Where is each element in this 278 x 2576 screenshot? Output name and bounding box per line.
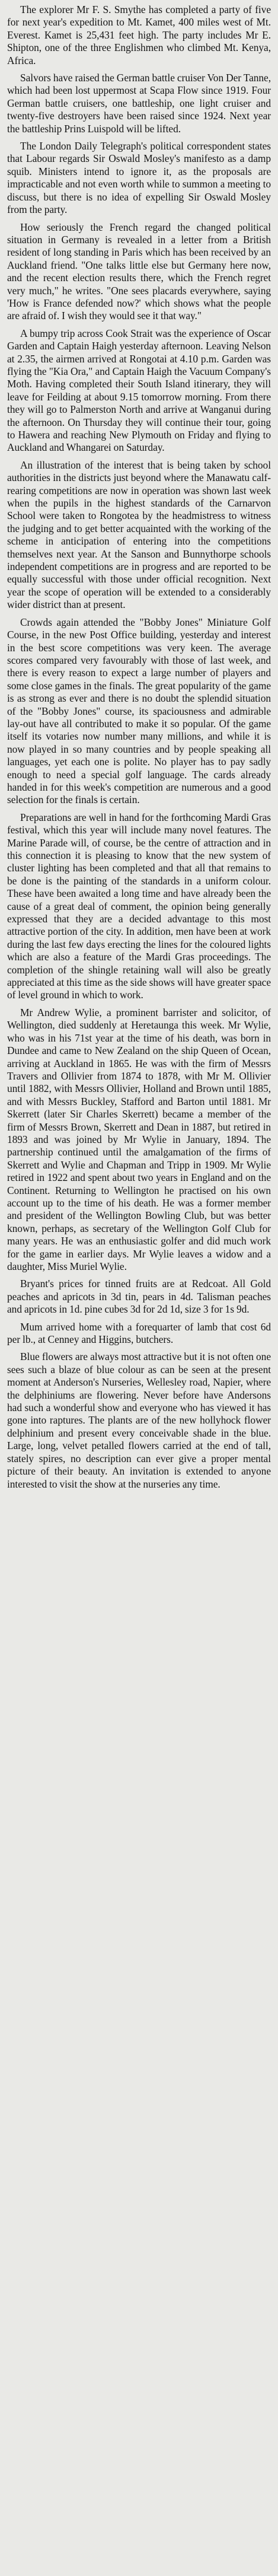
- paragraph-andrew-wylie-obituary: Mr Andrew Wylie, a prominent barrister and solicitor, of Wellington, died suddenly at Heretaunga this week. Mr Wylie, who was in his 71st year at the time of his death, was born in Dundee and came to New Zealand on the ship Queen of Ocean, arriving at Auckland in 1865. He was with the firm of Messrs Travers and Ollivier from 1874 to 1878, with Mr M. Ollivier until 1882, with Messrs Ollivier, Holland and Brown until 1885, and with Messrs Buckley, Stafford and Barton until 1881. Mr Skerrett (later Sir Charles Skerrett) became a member of the firm of Messrs Brown, Skerrett and Dean in 1887, but retired in 1893 and was joined by Mr Wylie in January, 1894. The partnership continued until the amalgamation of the firms of Skerrett and Wylie and Chapman and Tripp in 1909. Mr Wylie retired in 1922 and spent about two years in England and on the Continent. Returning to Wellington he practised on his own account up to the time of his death. He was a former member and president of the Wellington Bowling Club, but was better known, perhaps, as secretary of the Wellington Golf Club for many years. He was an enthusiastic golfer and did much work for the game in earlier days. Mr Wylie leaves a widow and a daughter, Miss Muriel Wylie.: [7, 1006, 271, 1272]
- paragraph-smythe-expedition: The explorer Mr F. S. Smythe has completed a party of five for next year's expedition to Mt. Kamet, 400 miles west of Mt. Everest. Kamet is 25,431 feet high. The party includes Mr E. Shipton, one of the three Englishmen who climbed Mt. Kenya, Africa.: [7, 4, 271, 66]
- paragraph-calf-rearing-schools: An illustration of the interest that is being taken by school authorities in the districts just beyond where the Manawatu calf-rearing competitions are now in operation was shown last week when the pupils in the highest standards of the Carnarvon School were taken to Rongotea by the headmistress to witness the judging and to get better acquainted with the working of the scheme in anticipation of entering into the competitions themselves next year. At the Sanson and Bunnythorpe schools independent competitions are in progress and are reported to be equally successful with those under official recognition. Next year the scope of operation will be extended to a considerably wider district than at present.: [7, 458, 271, 611]
- paragraph-cook-strait-flight: A bumpy trip across Cook Strait was the experience of Oscar Garden and Captain Haigh yesterday afternoon. Leaving Nelson at 2.35, the airmen arrived at Rongotai at 4.10 p.m. Garden was flying the "Kia Ora," and Captain Haigh the Vacuum Company's Moth. Having completed their South Island itinerary, they will leave for Feilding at about 9.15 tomorrow morning. From there they will go to Palmerston North and arrive at Wanganui during the afternoon. On Thursday they will continue their tour, going to Hawera and reaching New Plymouth on Friday and flying to Auckland and Whangarei on Saturday.: [7, 327, 271, 454]
- paragraph-mardi-gras: Preparations are well in hand for the forthcoming Mardi Gras festival, which this year will include many novel features. The Marine Parade will, of course, be the centre of attraction and in this connection it is pleasing to know that the new system of cluster lighting has been completed and that all that remains to be done is the painting of the standards in a uniform colour. These have been awaited a long time and have already been the cause of a great deal of comment, the opinion being generally expressed that they are a decided advantage to this most attractive portion of the city. In addition, men have been at work during the last few days erecting the lines for the coloured lights which are also a feature of the Mardi Gras proceedings. The completion of the shingle retaining wall will also be greatly appreciated at this time as the side shows will have greater space of level ground in which to work.: [7, 811, 271, 1001]
- paragraph-delphinium-nursery: Blue flowers are always most attractive but it is not often one sees such a blaze of blue colour as can be seen at the present moment at Anderson's Nurseries, Wellesley road, Napier, where the delphiniums are flowering. Never before have Andersons had such a wonderful show and everyone who has viewed it has gone into raptures. The plants are of the new hollyhock flower delphinium and present every conceivable shade in the blue. Large, long, velvet petalled flowers carried at the end of tall, stately spires, no description can ever give a proper mental picture of their beauty. An invitation is extended to anyone interested to visit the show at the nurseries any time.: [7, 1351, 271, 1490]
- paragraph-german-cruiser-salvage: Salvors have raised the German battle cruiser Von Der Tanne, which had been lost uppermost at Scapa Flow since 1919. Four German battle cruisers, one battleship, one light cruiser and twenty-five destroyers have been raised since 1924. Next year the battleship Prins Luispold will be lifted.: [7, 72, 271, 135]
- paragraph-bryant-tinned-fruits: Bryant's prices for tinned fruits are at Redcoat. All Gold peaches and apricots in 3d tin, pears in 4d. Talisman peaches and apricots in 1d. pine cubes 3d for 2d 1d, size 3 for 1s 9d.: [7, 1278, 271, 1316]
- paragraph-mosley-manifesto: The London Daily Telegraph's political correspondent states that Labour regards Sir Oswald Mosley's manifesto as a damp squib. Ministers intend to ignore it, as the proposals are impracticable and not even worth while to summon a meeting to discuss, but there is no idea of expelling Sir Oswald Mosley from the party.: [7, 140, 271, 216]
- paragraph-lamb-price: Mum arrived home with a forequarter of lamb that cost 6d per lb., at Cenney and Higgins, butchers.: [7, 1320, 271, 1346]
- paragraph-miniature-golf: Crowds again attended the "Bobby Jones" Miniature Golf Course, in the new Post Office building, yesterday and interest in the best score competitions was very keen. The average scores compared very favourably with those of last week, and there is every reason to expect a large number of players and some close games in the finals. The great popularity of the game is as strong as ever and there is no doubt the splendid situation of the "Bobby Jones" course, its spaciousness and admirable lay-out have all contributed to make it so popular. Of the game itself its votaries now number many millions, and while it is now played in so many countries and by people speaking all languages, yet each one is polite. No player has to pay sadly enough to need a special golf language. The cards already handed in for this week's competition are numerous and a good selection for the finals is certain.: [7, 616, 271, 806]
- paragraph-french-germany-letter: How seriously the French regard the changed political situation in Germany is revealed in a letter from a British resident of long standing in Paris which has been received by an Auckland friend. "One talks little else but Germany here now, and the recent election results there, which the French regret very much," he writes. "One sees placards everywhere, saying 'How is France defended now?' which shows what the people are afraid of. I wish they would see it that way.": [7, 221, 271, 322]
